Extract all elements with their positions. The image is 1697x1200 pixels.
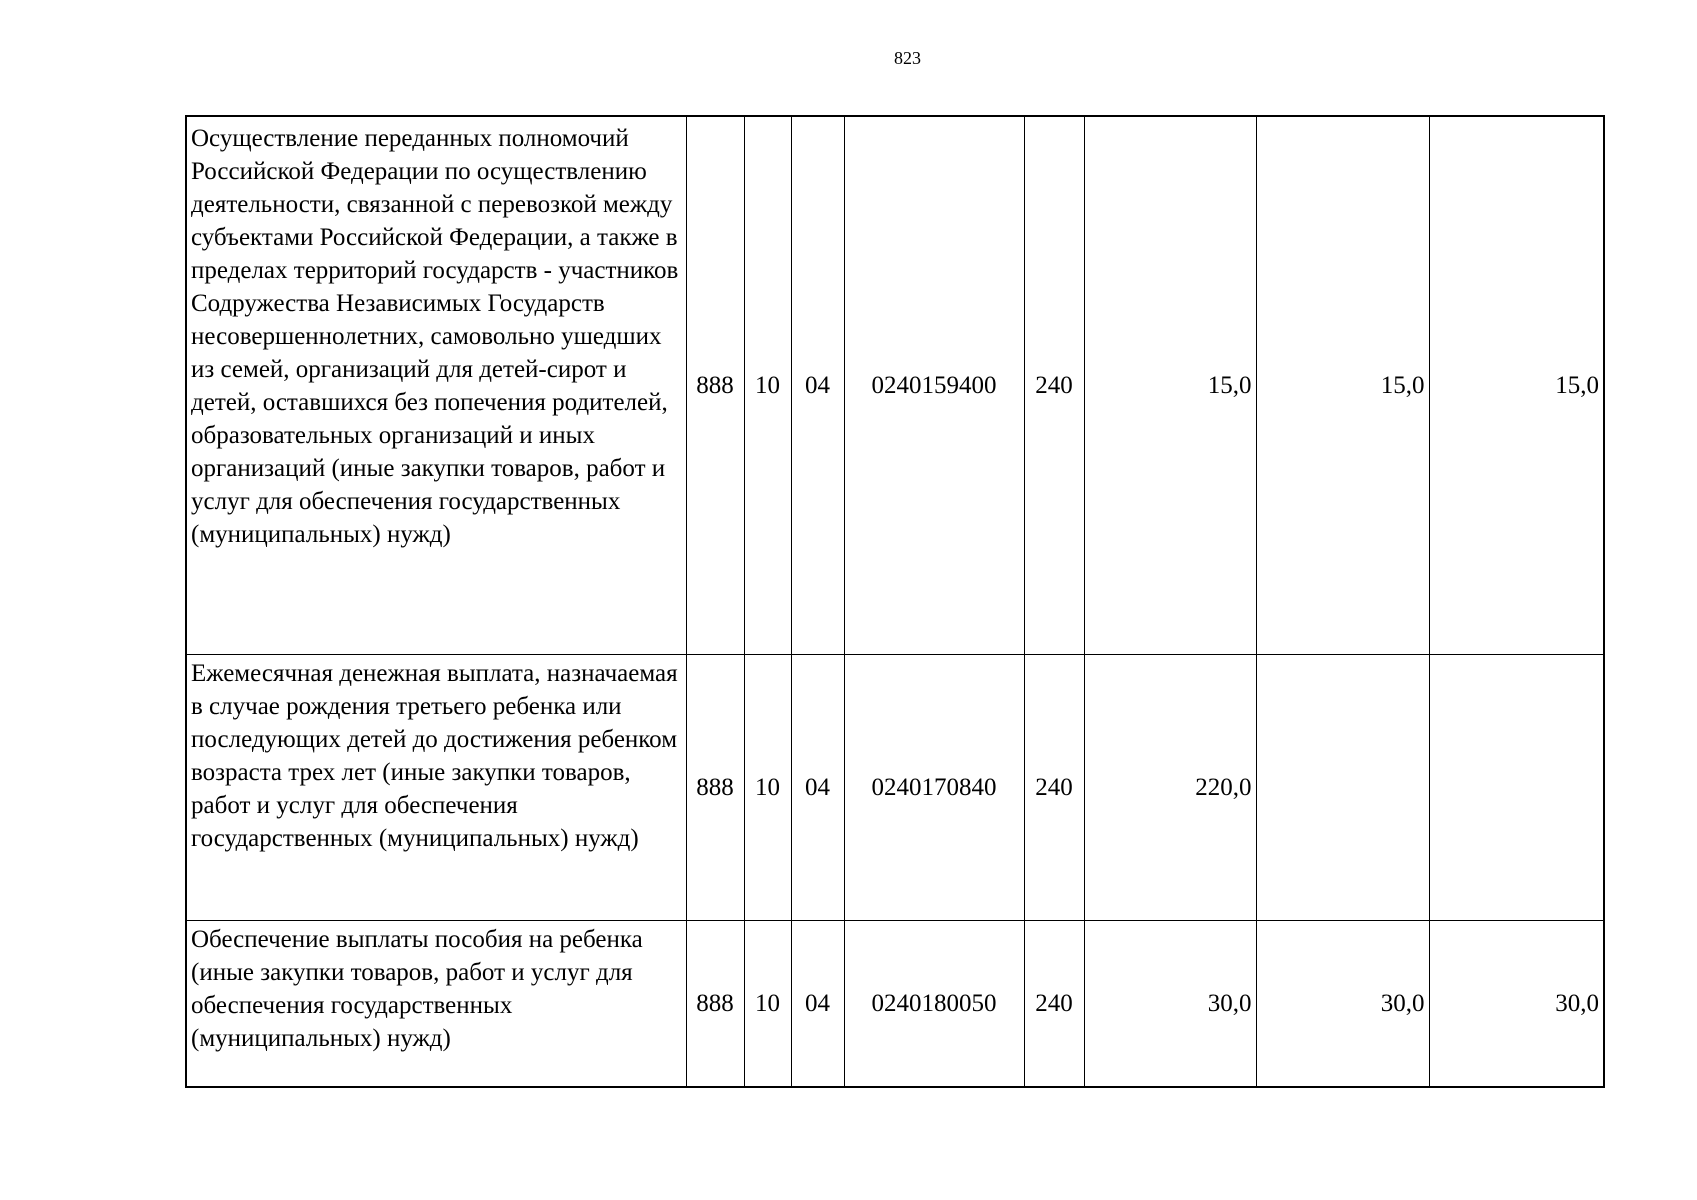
expense-type-code: 240 [1024, 654, 1084, 920]
expense-type-code: 240 [1024, 116, 1084, 654]
amount-year-3 [1429, 654, 1604, 920]
subsection-code: 04 [791, 116, 844, 654]
ministry-code: 888 [686, 654, 744, 920]
expense-name: Осуществление переданных полномочий Российской Федерации по осуществлению деятельности, связанной с перевозкой между субъектами Российской Федерации, а также в пределах территорий государств - участников Содружества Независимых Государств несовершеннолетних, самовольно ушедших из семей, организаций для детей-сирот и детей, оставшихся без попечения родителей, образовательных организаций и иных организаций (иные закупки товаров, работ и услуг для обеспечения государственных (муниципальных) нужд) [191, 125, 679, 548]
subsection-code: 04 [791, 654, 844, 920]
target-article-code: 0240170840 [844, 654, 1024, 920]
amount-year-2 [1256, 654, 1429, 920]
expense-name: Ежемесячная денежная выплата, назначаемая в случае рождения третьего ребенка или последующих детей до достижения ребенком возраста трех лет (иные закупки товаров, работ и услуг для обеспечения государственных (муниципальных) нужд) [191, 659, 678, 852]
section-code: 10 [744, 654, 791, 920]
amount-year-1: 30,0 [1084, 920, 1256, 1087]
amount-year-1: 220,0 [1084, 654, 1256, 920]
section-code: 10 [744, 920, 791, 1087]
amount-year-3: 30,0 [1429, 920, 1604, 1087]
budget-table [185, 115, 1605, 1088]
amount-year-1: 15,0 [1084, 116, 1256, 654]
page-number: 823 [894, 48, 921, 68]
table-row [186, 116, 1604, 654]
amount-year-2: 15,0 [1256, 116, 1429, 654]
target-article-code: 0240159400 [844, 116, 1024, 654]
subsection-code: 04 [791, 920, 844, 1087]
expense-type-code: 240 [1024, 920, 1084, 1087]
expense-name-cell [186, 654, 686, 920]
expense-name-cell [186, 920, 686, 1087]
amount-year-2: 30,0 [1256, 920, 1429, 1087]
amount-year-3: 15,0 [1429, 116, 1604, 654]
target-article-code: 0240180050 [844, 920, 1024, 1087]
table-row [186, 654, 1604, 920]
expense-name-cell [186, 116, 686, 654]
section-code: 10 [744, 116, 791, 654]
ministry-code: 888 [686, 920, 744, 1087]
expense-name: Обеспечение выплаты пособия на ребенка (иные закупки товаров, работ и услуг для обеспечения государственных (муниципальных) нужд) [191, 925, 643, 1052]
ministry-code: 888 [686, 116, 744, 654]
table-row [186, 920, 1604, 1087]
